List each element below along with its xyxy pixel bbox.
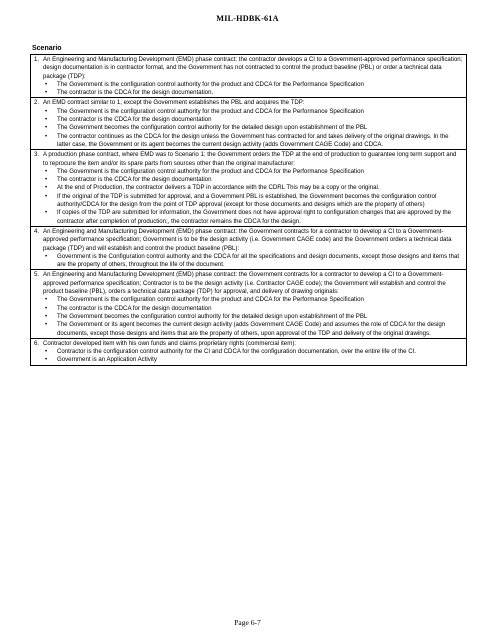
bullet-icon: • — [45, 192, 48, 200]
scenario-row — [31, 270, 467, 338]
scenario-number: 4. — [34, 227, 40, 235]
scenario-number: 6. — [34, 339, 40, 347]
bullet-icon: • — [45, 116, 48, 124]
bullet-icon: • — [45, 107, 48, 115]
bullet-item — [43, 168, 463, 176]
bullet-icon: • — [45, 356, 48, 364]
scenario-bullet-list — [34, 108, 463, 149]
bullet-text: The contractor is the CDCA for the design documentation — [57, 176, 212, 184]
bullet-item — [43, 348, 463, 356]
bullet-icon: • — [45, 312, 48, 320]
scenario-intro — [34, 228, 463, 253]
scenario-description: A production phase contract, where EMD was to Scenario 1: the Government orders the TDP at the end of production to guarantee long term support and to reprocure the item and/or its spare parts from sources other than the original manufacturer: — [43, 151, 457, 167]
bullet-icon: • — [45, 296, 48, 304]
scenario-cell — [31, 98, 467, 150]
scenario-description: An Engineering and Manufacturing Development (EMD) phase contract: the Government contracts for a contractor to develop a CI to a Government-approved performance specification; Government is to be the design activity (i.e. Government CAGE code) and the Government orders a technical data package (TDP) and will establish and control the product baseline (PBL): — [43, 227, 452, 252]
scenario-bullet-list — [34, 296, 463, 337]
bullet-text: Contractor is the configuration control authority for the CI and CDCA for the configuration documentation, over the entire life of the CI. — [57, 348, 417, 356]
scenario-description: An EMD contract similar to 1, except the Government establishes the PBL and acquires the TDP: — [43, 99, 305, 107]
bullet-item — [43, 253, 463, 270]
bullet-item — [43, 356, 463, 364]
scenario-row — [31, 150, 467, 227]
bullet-text: The contractor continues as the CDCA for the design unless the Government has contracted for and takes delivery of the original drawings. In the latter case, the Government or its agent becomes the current design activity (adds Government CAGE Code) and CDCA. — [57, 132, 449, 148]
bullet-item — [43, 176, 463, 184]
bullet-item — [43, 321, 463, 338]
scenario-cell — [31, 55, 467, 98]
scenario-description: An Engineering and Manufacturing Development (EMD) phase contract: the contractor develops a CI to a Government-approved performance specification; design documentation is in contractor format, and the Government has not contracted to control the product baseline (PBL) or order a technical data package (TDP): — [43, 56, 463, 80]
bullet-item — [43, 296, 463, 304]
scenario-intro — [34, 56, 463, 81]
scenario-number: 2. — [34, 99, 40, 107]
bullet-icon: • — [45, 348, 48, 356]
bullet-icon: • — [45, 252, 48, 260]
bullet-text: The contractor is the CDCA for the design documentation. — [57, 89, 214, 97]
bullet-text: The Government is the configuration control authority for the product and CDCA for the Performance Specification — [57, 107, 364, 115]
bullet-text: The Government becomes the configuration control authority for the detailed design upon establishment of the PBL — [57, 312, 368, 320]
scenario-cell — [31, 150, 467, 227]
scenario-number: 5. — [34, 271, 40, 279]
scenario-bullet-list — [34, 168, 463, 226]
bullet-item — [43, 81, 463, 89]
bullet-icon: • — [45, 184, 48, 192]
bullet-text: At the end of Production, the contractor delivers a TDP in accordance with the CDRL This may be a copy or the original. — [57, 184, 380, 192]
bullet-icon: • — [45, 124, 48, 132]
bullet-text: The Government is the configuration control authority for the product and CDCA for the Performance Specification — [57, 296, 364, 304]
scenario-row — [31, 98, 467, 150]
bullet-icon: • — [45, 209, 48, 217]
scenario-row — [31, 55, 467, 98]
scenario-bullet-list — [34, 253, 463, 270]
scenario-description: Contractor developed item with his own funds and claims proprietary rights (commercial item): — [43, 339, 296, 347]
bullet-text: If copies of the TDP are submitted for information, the Government does not have approval right to configuration changes that are approved by the contractor after completion of production;, the contractor remains the CDCA for the design. — [57, 209, 452, 225]
bullet-item — [43, 116, 463, 124]
page-number: Page 6-7 — [234, 618, 261, 627]
bullet-text: The Government or its agent becomes the current design activity (adds Government CAGE Code) and assumes the role of CDCA for the design documents, except those designs and items that are the property of others, upon approval of the TDP and delivery of the original drawings. — [57, 321, 446, 337]
bullet-icon: • — [45, 80, 48, 88]
scenario-intro — [34, 340, 463, 348]
bullet-icon: • — [45, 167, 48, 175]
bullet-item — [43, 89, 463, 97]
bullet-item — [43, 305, 463, 313]
scenario-row — [31, 226, 467, 269]
bullet-icon: • — [45, 132, 48, 140]
scenario-bullet-list — [34, 348, 463, 365]
scenario-intro — [34, 99, 463, 107]
scenario-bullet-list — [34, 81, 463, 98]
bullet-text: The contractor is the CDCA for the design documentation — [57, 304, 212, 312]
scenario-cell — [31, 338, 467, 365]
bullet-item — [43, 184, 463, 192]
scenario-intro — [34, 151, 463, 168]
bullet-item — [43, 209, 463, 226]
bullet-text: If the original of the TDP is submitted for approval, and a Government PBL is established, the Government becomes the configuration control authority/CDCA for the design from the point of TDP approval (except for those documents and designs which are the property of others) — [57, 192, 437, 209]
bullet-text: The contractor is the CDCA for the design documentation — [57, 116, 212, 124]
bullet-icon: • — [45, 89, 48, 97]
bullet-text: Government is an Application Activity — [57, 356, 157, 364]
bullet-icon: • — [45, 321, 48, 329]
scenario-row — [31, 338, 467, 365]
bullet-item — [43, 133, 463, 150]
scenario-table — [30, 54, 467, 366]
bullet-item — [43, 124, 463, 132]
scenario-table-body — [31, 55, 467, 366]
bullet-icon: • — [45, 176, 48, 184]
scenario-description: An Engineering and Manufacturing Development (EMD) phase contract: the Government contracts for a contractor to develop a CI to a Government-approved performance specification; Contractor is to be the design activity (i.e. Contractor CAGE code); the Government will establish and control the product baseline (PBL), orders a technical data package (TDP) for approval, and delivery of drawing originals: — [43, 271, 446, 296]
bullet-text: The Government becomes the configuration control authority for the detailed design upon establishment of the PBL — [57, 124, 368, 132]
document-header: MIL-HDBK-61A — [216, 14, 279, 23]
bullet-item — [43, 313, 463, 321]
scenario-number: 1. — [34, 56, 40, 63]
scenario-cell — [31, 270, 467, 338]
scenario-number: 3. — [34, 151, 40, 159]
scenario-heading: Scenario — [32, 45, 62, 52]
bullet-item — [43, 108, 463, 116]
bullet-item — [43, 193, 463, 210]
scenario-cell — [31, 226, 467, 269]
scenario-intro — [34, 271, 463, 296]
bullet-text: The Government is the configuration control authority for the product and CDCA for the Performance Specification — [57, 167, 364, 175]
bullet-icon: • — [45, 304, 48, 312]
bullet-text: Government is the Configuration control authority and the CDCA for all the specifications and design documents, except those designs and items that are the property of others, throughout the life of the document. — [57, 252, 460, 269]
bullet-text: The Government is the configuration control authority for the product and CDCA for the Performance Specification — [57, 80, 364, 88]
